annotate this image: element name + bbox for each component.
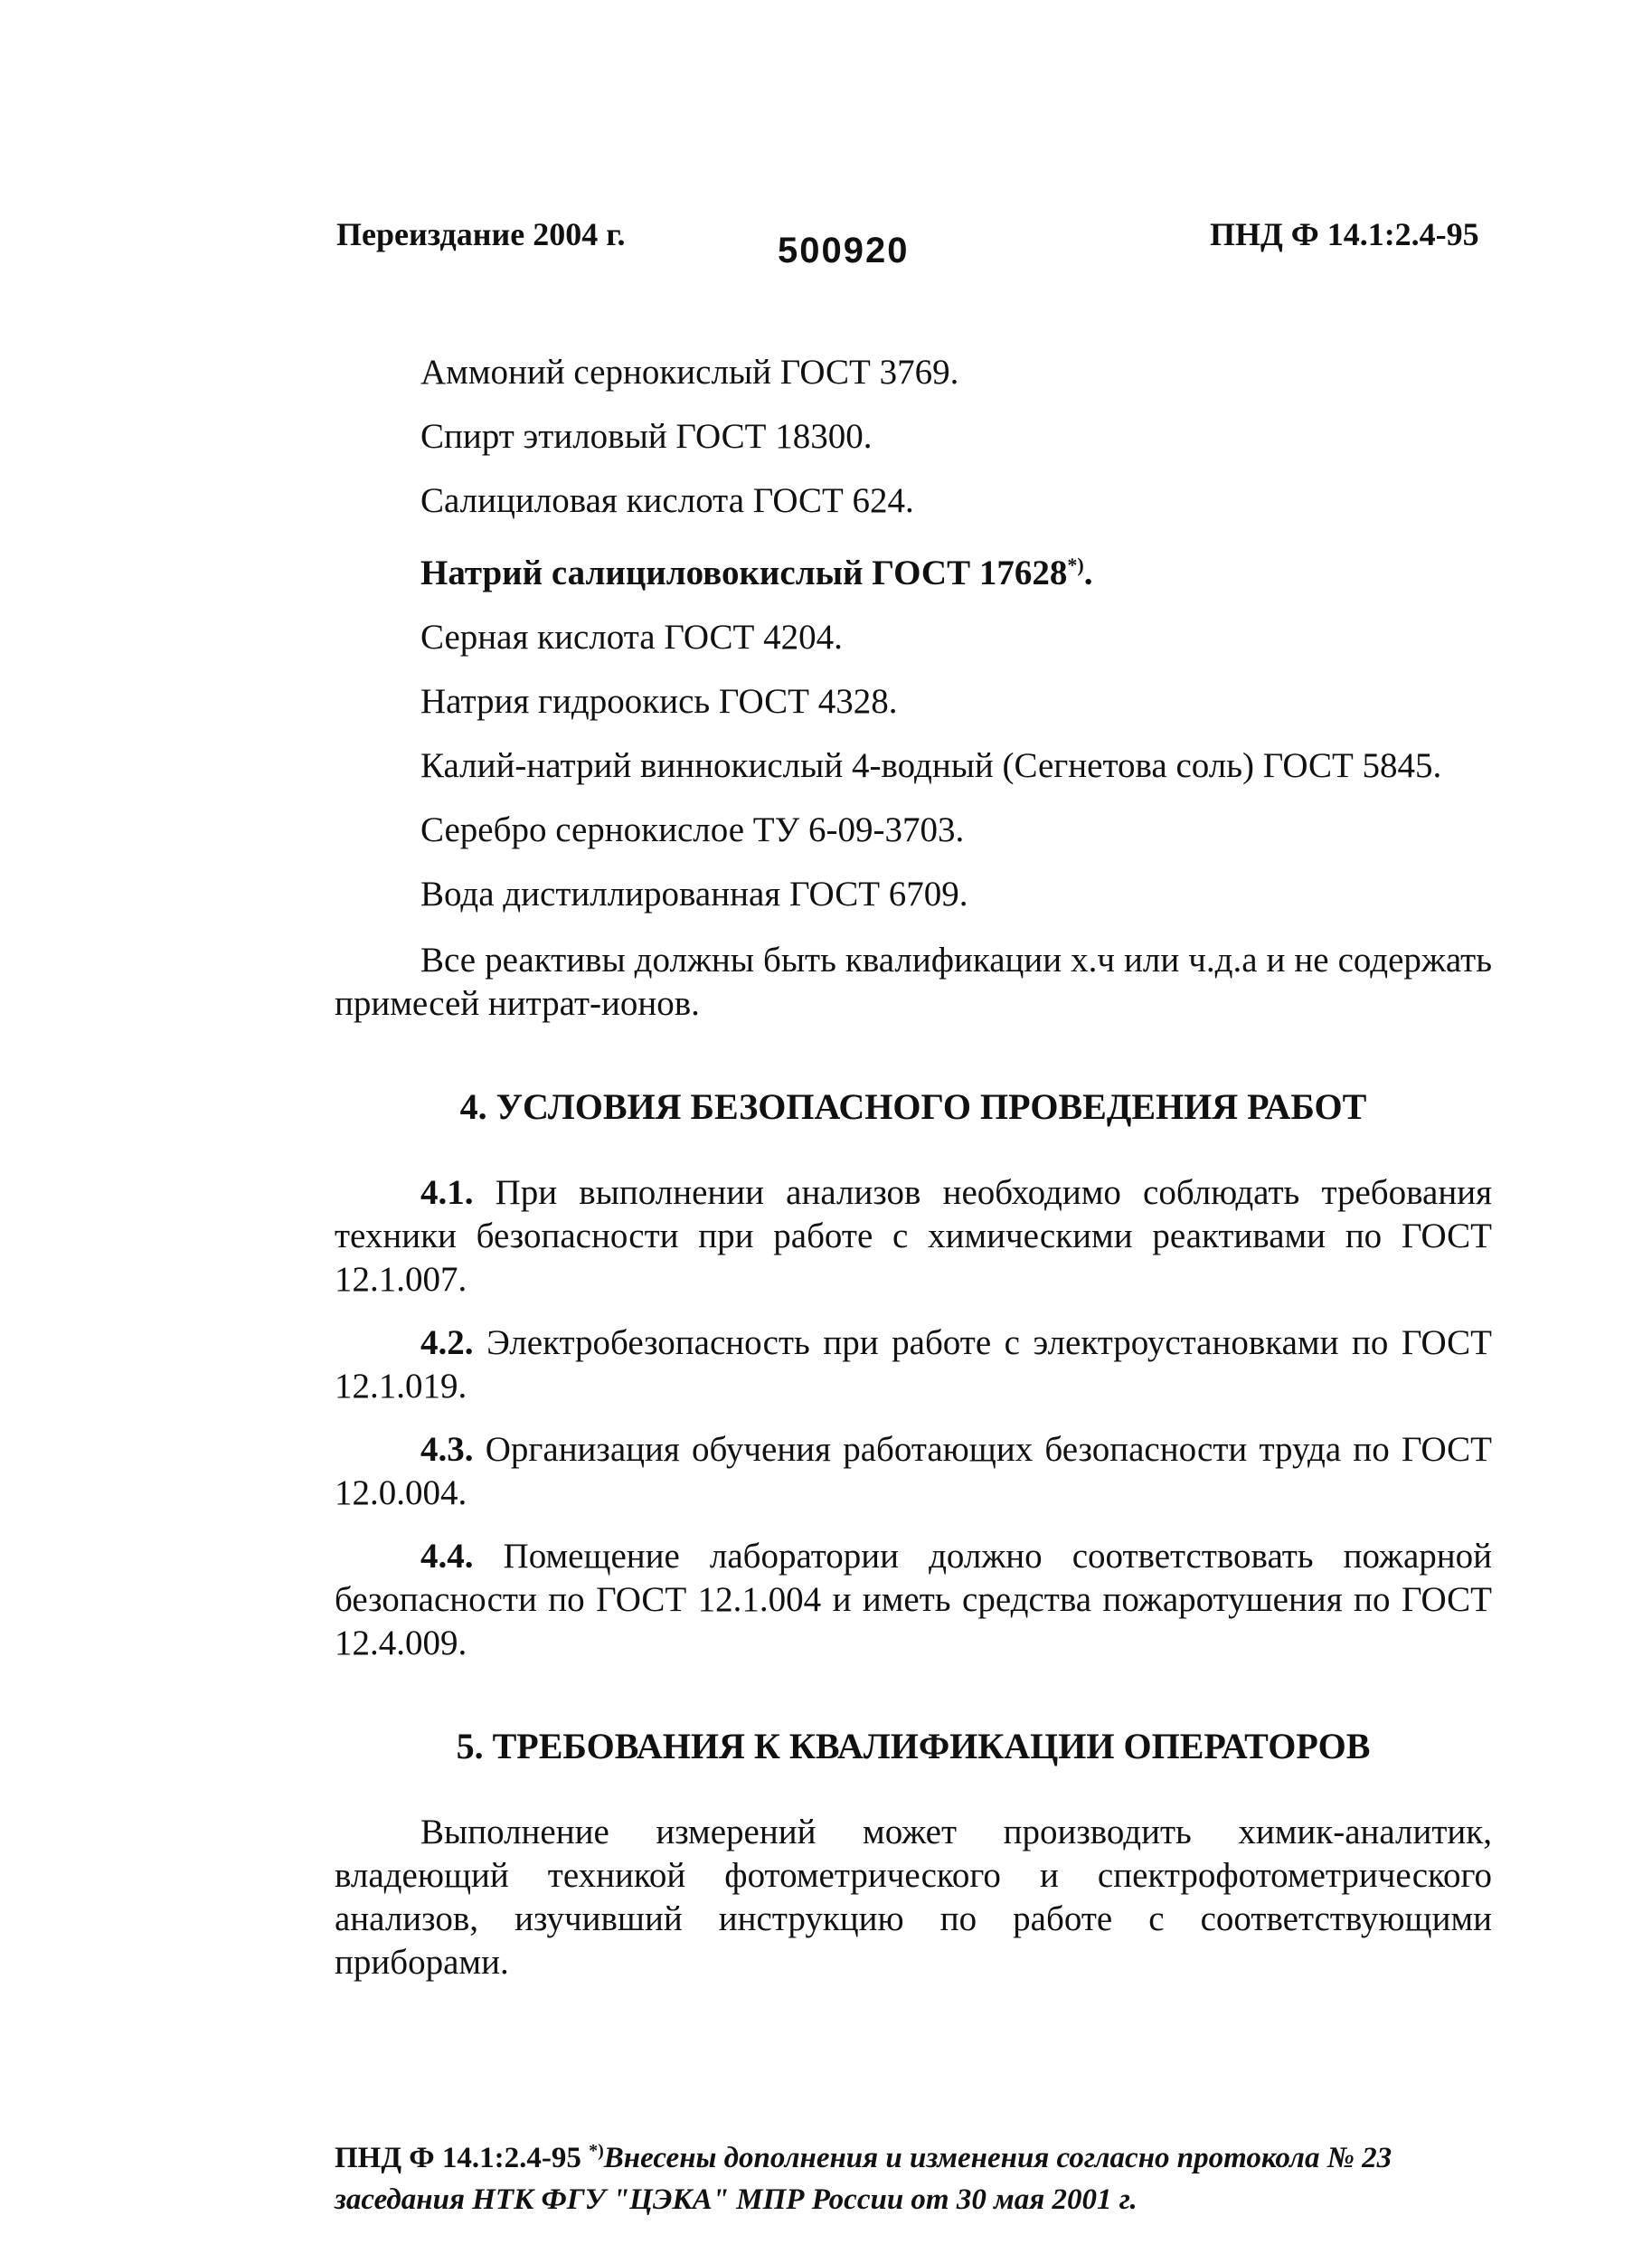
section-4-item xyxy=(335,1535,1492,1665)
reagent-item: Серебро сернокислое ТУ 6-09-3703. xyxy=(420,810,965,849)
footnote-code: ПНД Ф 14.1:2.4-95 xyxy=(335,2142,581,2174)
reagent-list xyxy=(335,353,1492,914)
footnote xyxy=(335,2130,1492,2220)
reagent-item: Вода дистиллированная ГОСТ 6709. xyxy=(420,875,968,914)
reagent-text: Натрий салициловокислый ГОСТ 17628 xyxy=(420,554,1068,592)
reprint-year: Переиздание 2004 г. xyxy=(336,216,626,252)
section-5-text: Выполнение измерений может производить химик-аналитик, владеющий техникой фотометрического и спектрофотометрического анализов, изучивший инструкцию по работе с соответствующими приборами. xyxy=(335,1813,1492,1982)
item-number: 4.4. xyxy=(420,1537,474,1576)
stamp-number: 500920 xyxy=(778,231,910,270)
item-number: 4.1. xyxy=(420,1173,474,1212)
reagent-item: Натрий салициловокислый ГОСТ 17628*). xyxy=(420,554,1093,592)
main-content xyxy=(335,353,1492,1984)
reagents-note: Все реактивы должны быть квалификации х.ч или ч.д.а и не содержать примесей нитрат-ионов. xyxy=(335,941,1492,1023)
reagent-item: Натрия гидроокись ГОСТ 4328. xyxy=(420,682,898,721)
reagent-item: Аммоний сернокислый ГОСТ 3769. xyxy=(420,353,959,392)
item-text: При выполнении анализов необходимо соблюдать требования техники безопасности при работе с химическими реактивами по ГОСТ 12.1.007. xyxy=(335,1173,1493,1299)
reagent-item: Салициловая кислота ГОСТ 624. xyxy=(420,481,914,520)
footnote-text: Внесены дополнения и изменения согласно протокола № 23 заседания НТК ФГУ "ЦЭКА" МПР России от 30 мая 2001 г. xyxy=(335,2142,1392,2216)
item-text: Организация обучения работающих безопасности труда по ГОСТ 12.0.004. xyxy=(335,1430,1493,1512)
section-4-item xyxy=(335,1321,1492,1408)
reagent-item: Спирт этиловый ГОСТ 18300. xyxy=(420,417,873,456)
item-text: Помещение лаборатории должно соответствовать пожарной безопасности по ГОСТ 12.1.004 и иметь средства пожаротушения по ГОСТ 12.4.009. xyxy=(335,1537,1493,1662)
section-5-title: 5. ТРЕБОВАНИЯ К КВАЛИФИКАЦИИ ОПЕРАТОРОВ xyxy=(456,1726,1371,1766)
document-code: ПНД Ф 14.1:2.4-95 xyxy=(1210,216,1479,252)
reagent-item: Серная кислота ГОСТ 4204. xyxy=(420,618,843,657)
section-4-title: 4. УСЛОВИЯ БЕЗОПАСНОГО ПРОВЕДЕНИЯ РАБОТ xyxy=(459,1086,1367,1127)
item-number: 4.2. xyxy=(420,1323,474,1362)
item-number: 4.3. xyxy=(420,1430,474,1469)
footnote-mark: *) xyxy=(589,2141,604,2161)
section-4-item xyxy=(335,1428,1492,1515)
footnote-mark: *) xyxy=(1067,554,1084,576)
reagent-item: Калий-натрий виннокислый 4-водный (Сегнетова соль) ГОСТ 5845. xyxy=(420,746,1442,785)
section-4-item xyxy=(335,1171,1492,1302)
item-text: Электробезопасность при работе с электроустановками по ГОСТ 12.1.019. xyxy=(335,1323,1493,1406)
